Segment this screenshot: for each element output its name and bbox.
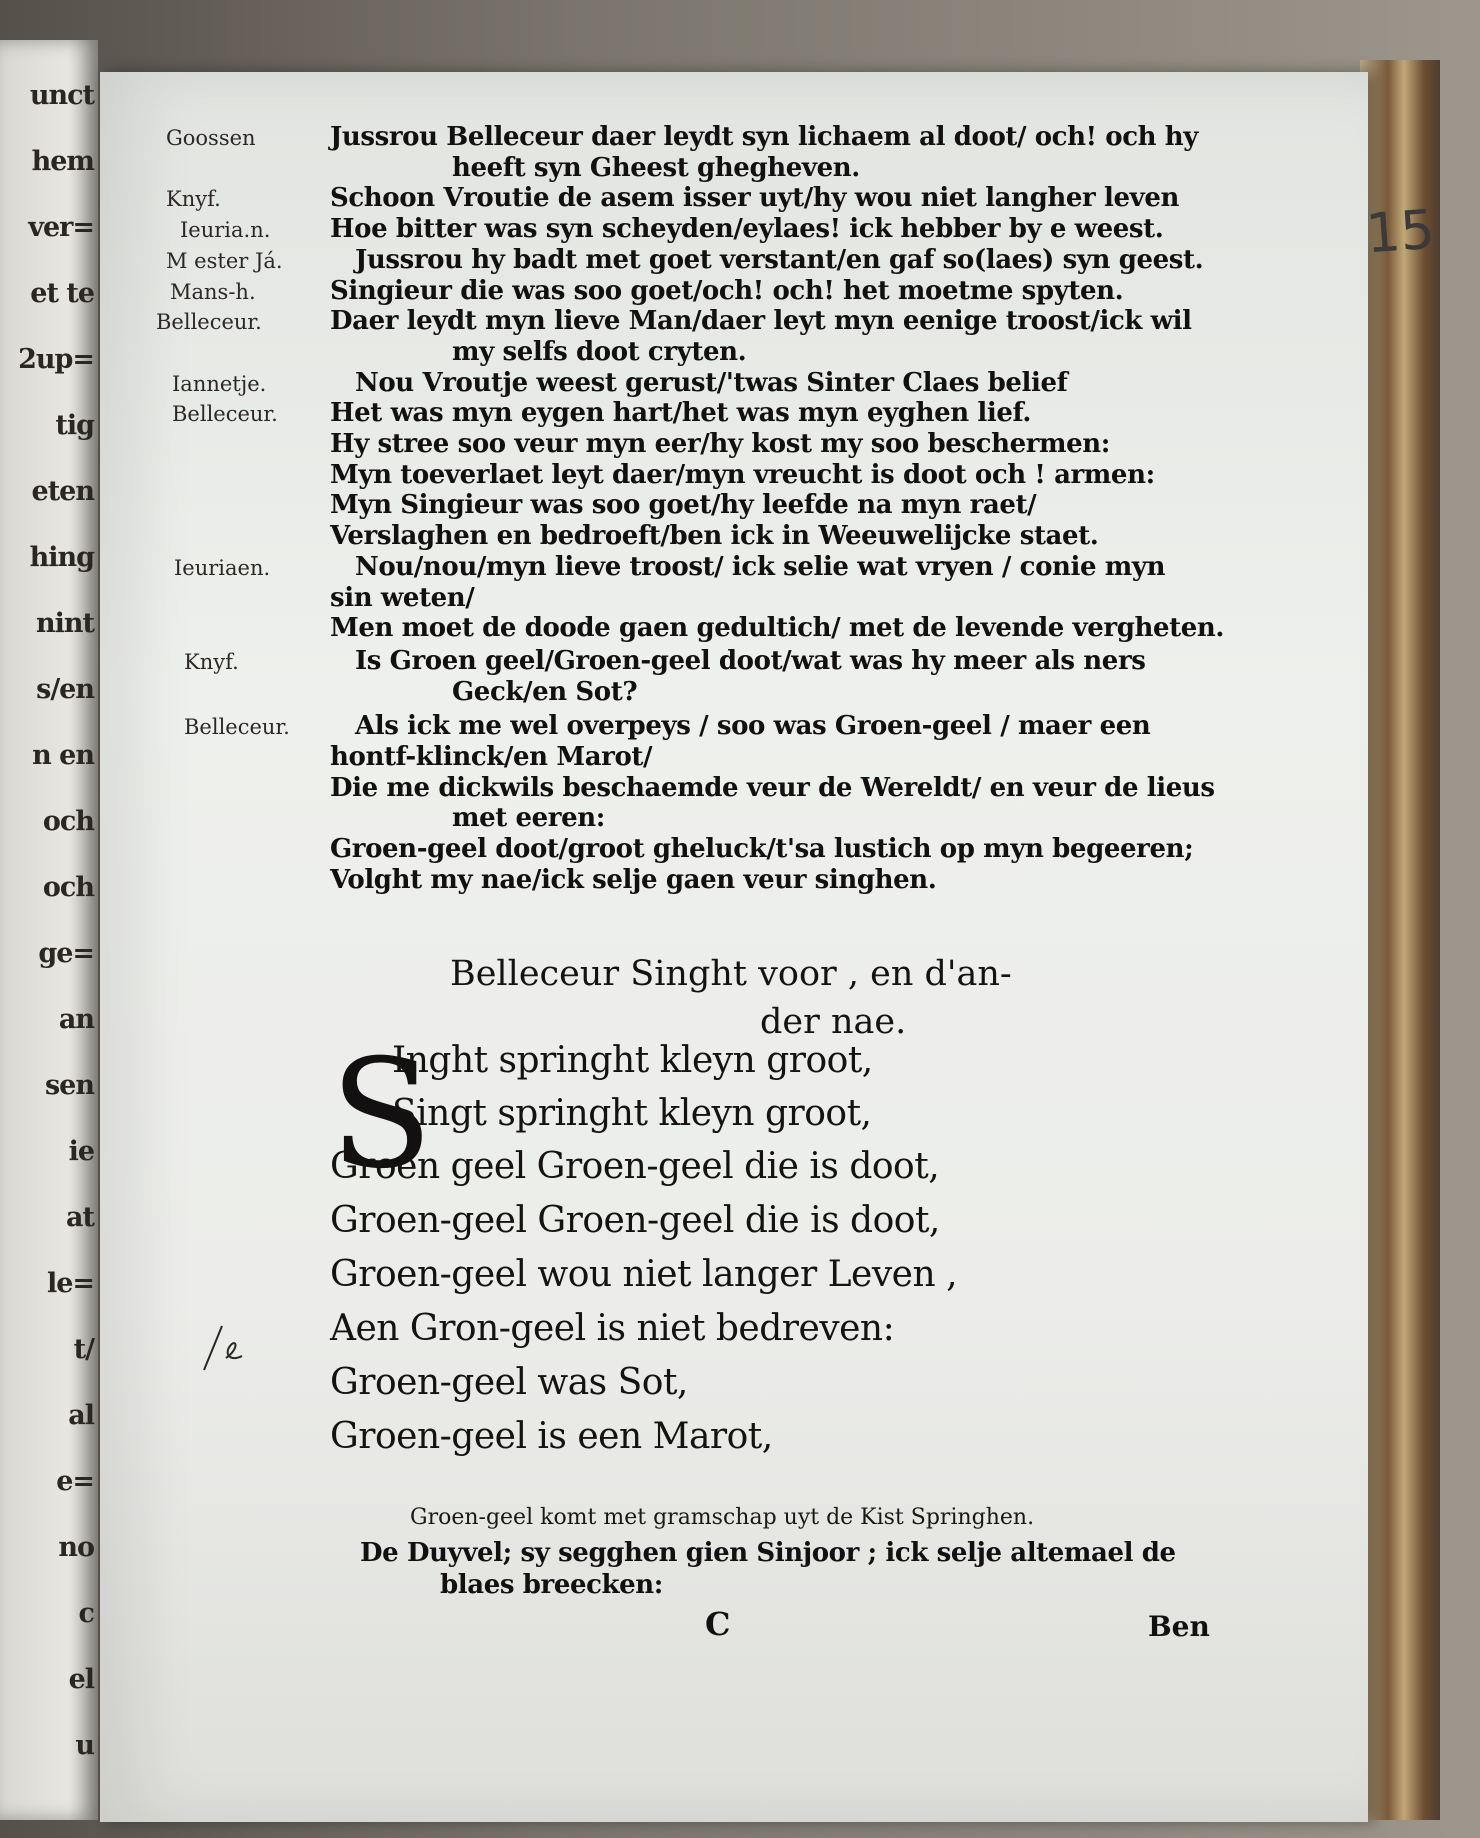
verse-line: Inght springht kleyn groot, (392, 1040, 873, 1081)
left-page-fragment: e= (56, 1466, 94, 1497)
handwritten-correction-mark (196, 1318, 256, 1378)
left-page-fragment: hing (29, 542, 94, 573)
left-page-fragment: nint (36, 608, 94, 639)
drop-cap: S (330, 1028, 433, 1202)
left-page-fragment: at (66, 1202, 94, 1233)
left-page-fragment: n en (32, 740, 94, 771)
left-page-fragment: unct (29, 80, 94, 111)
page-folio-number: 15 (1363, 197, 1437, 266)
dialogue-line: Nou Vroutje weest gerust/'twas Sinter Claes belief (355, 367, 1068, 398)
left-page-fragment: el (68, 1664, 94, 1695)
speaker-name: Mans-h. (170, 279, 256, 304)
verse-line: Groen-geel was Sot, (330, 1362, 688, 1403)
left-page-fragment: och (42, 806, 94, 837)
dialogue-line: Myn Singieur was soo goet/hy leefde na myn raet/ (330, 490, 1037, 521)
speaker-name: Ieuria.n. (180, 218, 271, 243)
dialogue-line: Die me dickwils beschaemde veur de Wereldt/ en veur de lieus (330, 772, 1215, 803)
verse-line: Groen-geel wou niet langer Leven , (330, 1254, 958, 1295)
book-edge-binding (1360, 60, 1440, 1820)
speaker-name: Iannetje. (172, 371, 267, 396)
left-page-edge (0, 40, 98, 1820)
song-heading (450, 950, 1050, 1046)
speaker-name: Belleceur. (184, 715, 290, 740)
left-page-fragment: och (42, 872, 94, 903)
dialogue-line: Schoon Vroutie de asem isser uyt/hy wou niet langher leven (330, 183, 1179, 214)
left-page-fragment: le= (46, 1268, 94, 1299)
dialogue-line: Verslaghen en bedroeft/ben ick in Weeuwelijcke staet. (330, 521, 1099, 552)
dialogue-line: sin weten/ (330, 582, 475, 613)
dialogue-line: Als ick me wel overpeys / soo was Groen-geel / maer een (355, 711, 1151, 742)
speaker-name: Knyf. (166, 187, 221, 212)
left-page-fragment: s/en (36, 674, 94, 705)
dialogue-line: Daer leydt myn lieve Man/daer leyt myn eenige troost/ick wil (330, 306, 1192, 337)
stage-direction: Groen-geel komt met gramschap uyt de Kist Springhen. (410, 1505, 1035, 1530)
left-page-fragment: al (68, 1400, 94, 1431)
speaker-name: M ester Já. (166, 248, 283, 273)
left-page-fragment: ver= (28, 212, 94, 243)
dialogue-line: Hy stree soo veur myn eer/hy kost my soo beschermen: (330, 429, 1110, 459)
left-page-fragment: et te (30, 278, 94, 309)
dialogue-line: Jussrou hy badt met goet verstant/en gaf so(laes) syn geest. (355, 244, 1204, 275)
dialogue-line: Jussrou Belleceur daer leydt syn lichaem al doot/ och! och hy (330, 122, 1199, 152)
verse-line: Groen-geel Groen-geel die is doot, (330, 1200, 940, 1241)
dialogue-line: Is Groen geel/Groen-geel doot/wat was hy meer als ners (355, 645, 1146, 676)
left-page-fragment: c (78, 1598, 94, 1629)
verse-line: Aen Gron-geel is niet bedreven: (330, 1308, 895, 1349)
dialogue-line: Volght my nae/ick selje gaen veur singhen. (330, 864, 937, 895)
left-page-fragment: 2up= (18, 344, 94, 375)
left-page-fragment: u (75, 1730, 94, 1761)
dialogue-line: Men moet de doode gaen gedultich/ met de levende vergheten. (330, 613, 1225, 644)
speaker-name: Knyf. (184, 649, 239, 674)
speaker-name: Goossen (166, 126, 256, 150)
speaker-name: Belleceur. (156, 310, 262, 335)
song-heading-line: Belleceur Singht voor , en d'an- (450, 954, 1012, 994)
dialogue-line: hontf-klinck/en Marot/ (330, 742, 653, 772)
left-page-fragment: t/ (73, 1334, 94, 1365)
verse-line: Singt springht kleyn groot, (392, 1093, 872, 1134)
dialogue-line: Geck/en Sot? (452, 676, 638, 707)
verse-line: Groen-geel is een Marot, (330, 1416, 773, 1457)
left-page-fragment: ge= (38, 938, 94, 969)
closing-line: blaes breecken: (440, 1570, 663, 1600)
dialogue-line: met eeren: (452, 803, 605, 834)
dialogue-line: Hoe bitter was syn scheyden/eylaes! ick hebber by e weest. (330, 214, 1164, 245)
left-page-fragment: hem (31, 146, 94, 177)
dialogue-line: Singieur die was soo goet/och! och! het moetme spyten. (330, 275, 1124, 306)
left-page-fragment: eten (31, 476, 94, 507)
signature-mark: C (705, 1605, 731, 1643)
dialogue-line: Het was myn eygen hart/het was myn eyghen lief. (330, 398, 1031, 429)
left-page-fragment: no (58, 1532, 94, 1563)
left-page-fragment: tig (55, 410, 94, 441)
dialogue-line: Groen-geel doot/groot gheluck/t'sa lustich op myn begeeren; (330, 834, 1194, 865)
dialogue-line: Myn toeverlaet leyt daer/myn vreucht is doot och ! armen: (330, 459, 1155, 490)
closing-line: De Duyvel; sy segghen gien Sinjoor ; ick selje altemael de (360, 1538, 1176, 1568)
speaker-name: Belleceur. (172, 402, 278, 427)
left-page-fragment: ie (68, 1136, 94, 1167)
left-page-fragment: an (58, 1004, 94, 1035)
speaker-name: Ieuriaen. (174, 555, 271, 580)
left-page-fragment: sen (44, 1070, 94, 1101)
dialogue-line: heeft syn Gheest ghegheven. (452, 152, 860, 183)
dialogue-line: my selfs doot cryten. (452, 336, 747, 367)
catchword: Ben (1148, 1610, 1210, 1643)
verse-line: Groen geel Groen-geel die is doot, (330, 1146, 940, 1187)
dialogue-line: Nou/nou/myn lieve troost/ ick selie wat vryen / conie myn (355, 551, 1166, 582)
song-heading-line: der nae. (760, 1002, 907, 1042)
